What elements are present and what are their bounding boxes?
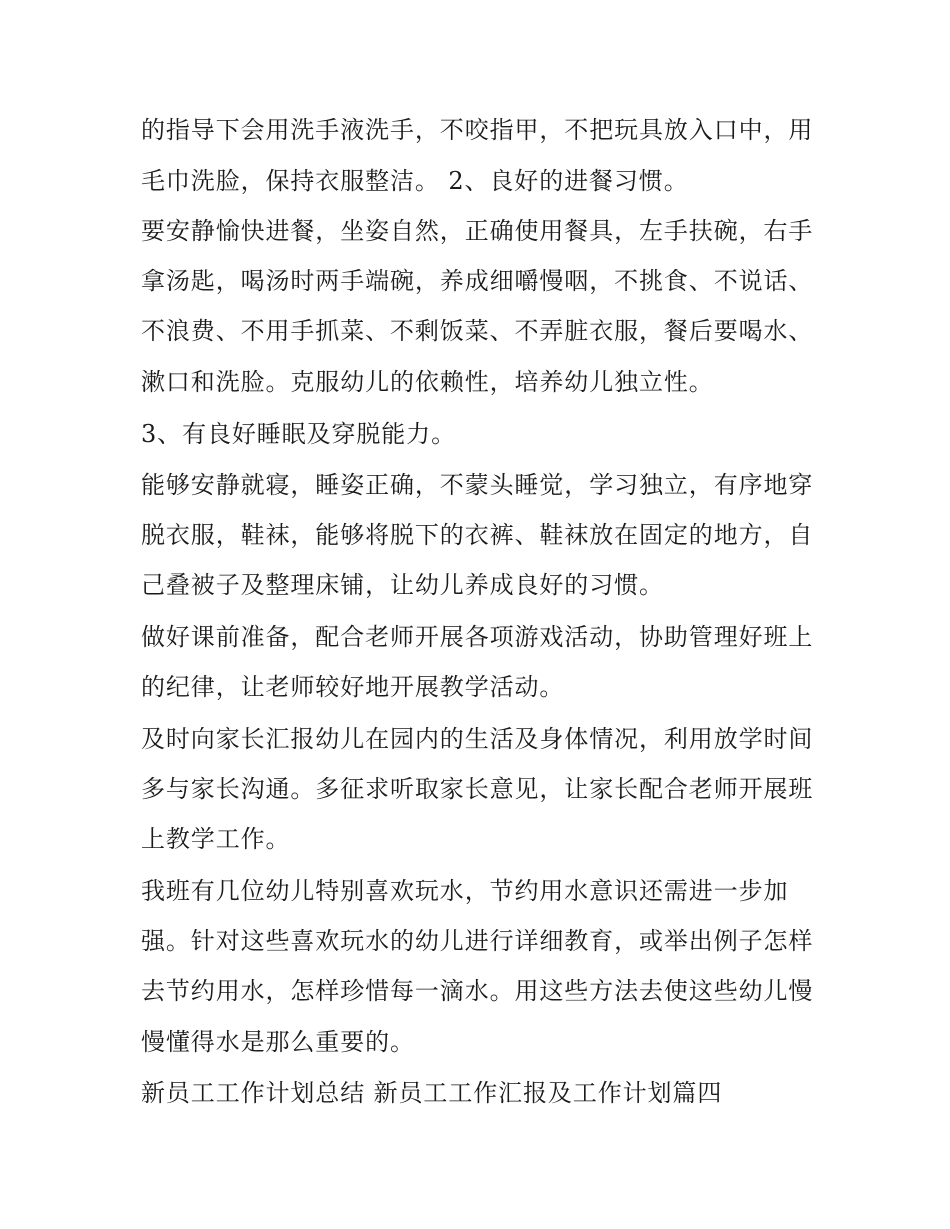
text-line: 拿汤匙，喝汤时两手端碗，养成细嚼慢咽，不挑食、不说话、 (141, 267, 814, 295)
text-line: 我班有几位幼儿特别喜欢玩水，节约用水意识还需进一步加 (141, 877, 789, 905)
text-line: 不浪费、不用手抓菜、不剩饭菜、不弄脏衣服，餐后要喝水、 (141, 317, 814, 345)
text-line: 上教学工作。 (141, 825, 291, 853)
text-line: 做好课前准备，配合老师开展各项游戏活动，协助管理好班上 (141, 623, 814, 651)
text-line: 漱口和洗脸。克服幼儿的依赖性，培养幼儿独立性。 (141, 368, 714, 396)
text-line: 毛巾洗脸，保持衣服整洁。 2、良好的进餐习惯。 (141, 167, 689, 195)
text-line: 脱衣服，鞋袜，能够将脱下的衣裤、鞋袜放在固定的地方，自 (141, 521, 814, 549)
text-line: 能够安静就寝，睡姿正确，不蒙头睡觉，学习独立，有序地穿 (141, 471, 814, 499)
text-line: 多与家长沟通。多征求听取家长意见，让家长配合老师开展班 (141, 775, 814, 803)
text-line: 己叠被子及整理床铺，让幼儿养成良好的习惯。 (141, 571, 664, 599)
text-line: 的指导下会用洗手液洗手，不咬指甲，不把玩具放入口中，用 (141, 116, 814, 144)
text-line: 要安静愉快进餐，坐姿自然，正确使用餐具，左手扶碗，右手 (141, 217, 814, 245)
text-line: 及时向家长汇报幼儿在园内的生活及身体情况，利用放学时间 (141, 725, 814, 753)
text-line: 去节约用水，怎样珍惜每一滴水。用这些方法去使这些幼儿慢 (141, 977, 814, 1005)
text-line: 慢懂得水是那么重要的。 (141, 1028, 415, 1056)
section-title: 新员工工作计划总结 新员工工作汇报及工作计划篇四 (141, 1079, 723, 1107)
text-line: 强。针对这些喜欢玩水的幼儿进行详细教育，或举出例子怎样 (141, 927, 814, 955)
section-heading: 3、有良好睡眠及穿脱能力。 (141, 420, 456, 448)
text-line: 的纪律，让老师较好地开展教学活动。 (141, 673, 565, 701)
